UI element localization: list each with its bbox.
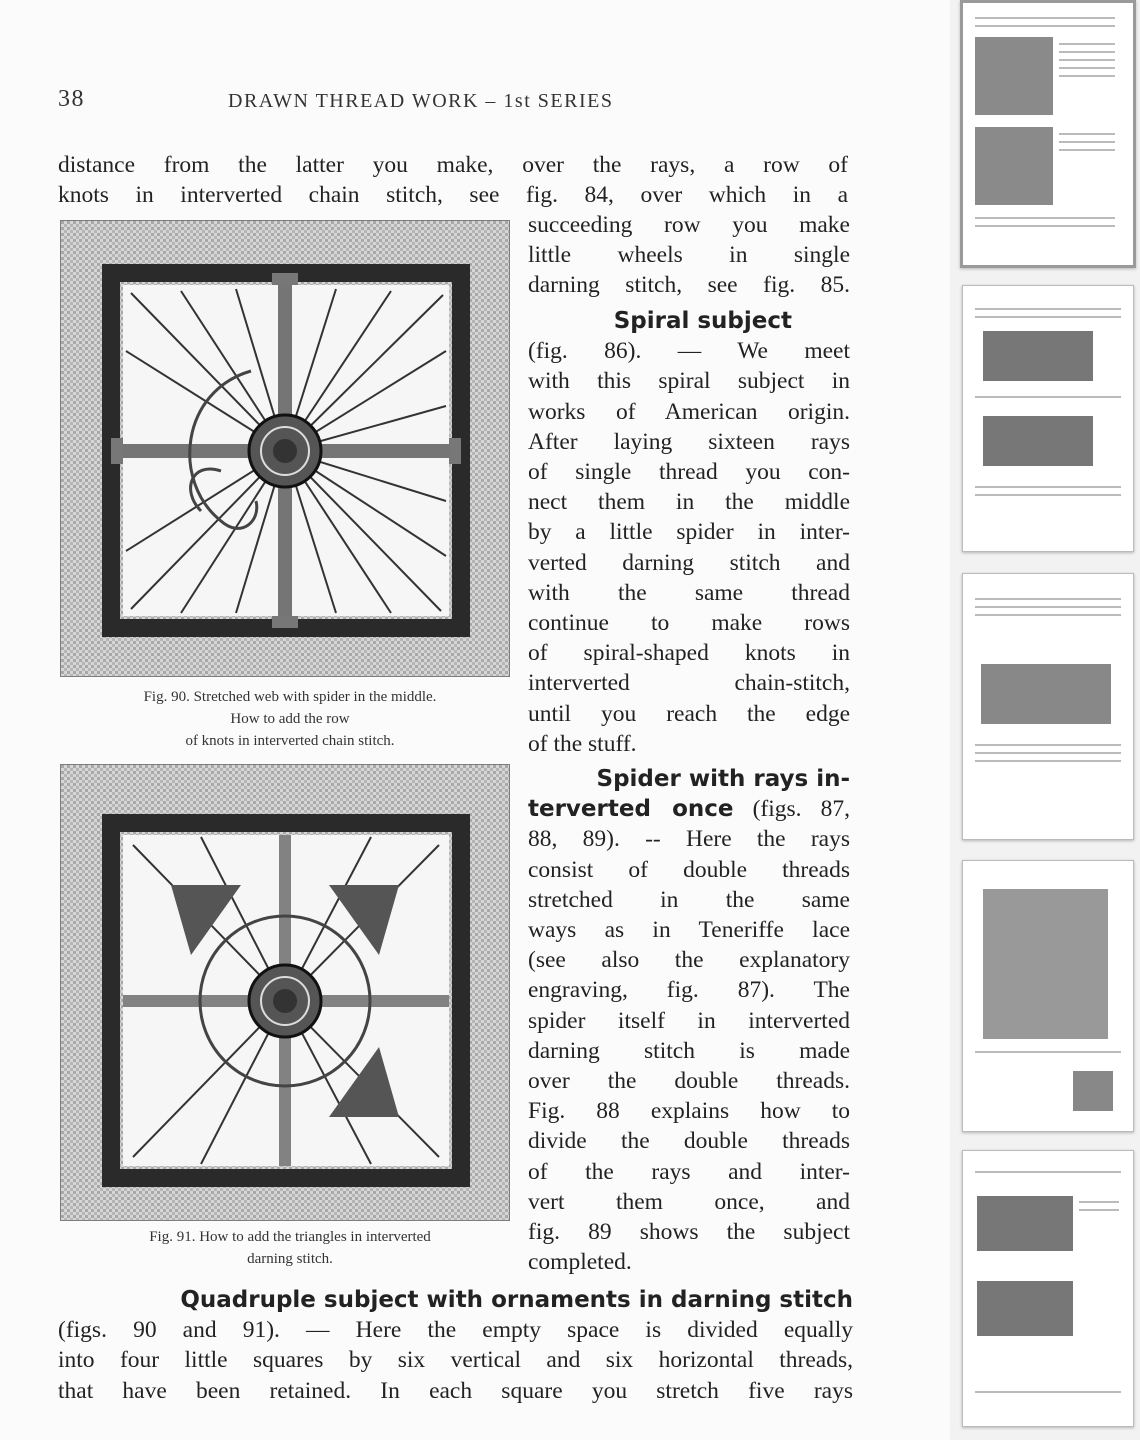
text-line: darning stitch, see fig. 85. (528, 272, 850, 299)
spider-heading-rest: (figs. 87, (733, 796, 850, 823)
text-line: (fig. 86). — We meet (528, 338, 850, 365)
text-line: works of American origin. (528, 398, 850, 425)
text-line: with the same thread (528, 579, 850, 606)
spider-heading-bold: terverted once (528, 796, 734, 823)
text-line: verted darning stitch and (528, 549, 850, 576)
text-line: (see also the explanatory (528, 947, 850, 974)
text-line: spider itself in interverted (528, 1007, 850, 1034)
text-line: that have been retained. In each square you stretch five rays (58, 1377, 853, 1404)
figure-90-image (60, 220, 510, 677)
text-line: ways as in Teneriffe lace (528, 917, 850, 944)
text-line: continue to make rows (528, 610, 850, 637)
text-line: little wheels in single (528, 242, 850, 269)
thumbnail-page-39[interactable] (962, 285, 1134, 552)
text-line: of the rays and inter- (528, 1158, 850, 1185)
text-line: knots in interverted chain stitch, see fig. 84, over which in a (58, 182, 848, 209)
text-line: until you reach the edge (528, 700, 850, 727)
spiral-heading: Spiral subject (613, 308, 792, 334)
text-line: distance from the latter you make, over the rays, a row of (58, 152, 848, 178)
caption-line: How to add the row (230, 711, 350, 727)
spider-heading: Spider with rays in- (596, 766, 850, 792)
text-line: of spiral-shaped knots in (528, 640, 850, 667)
fig91-drawing (61, 765, 509, 1220)
page-header (58, 86, 858, 122)
quadruple-section (58, 1285, 853, 1406)
text-line: stretched in the same (528, 886, 850, 913)
right-column-intro (528, 210, 850, 301)
thumbnail-page-42[interactable] (962, 1150, 1134, 1427)
text-line: interverted chain-stitch, (528, 670, 850, 697)
text-line: fig. 89 shows the subject (528, 1219, 850, 1246)
spider-heading-line2 (528, 794, 850, 824)
text-line: vert them once, and (528, 1188, 850, 1215)
text-line: engraving, fig. 87). The (528, 977, 850, 1004)
text-line: of the stuff. (528, 730, 637, 757)
page-thumbnail-strip[interactable] (950, 0, 1140, 1440)
text-line: divide the double threads (528, 1128, 850, 1155)
text-line: Fig. 88 explains how to (528, 1098, 850, 1125)
text-line: 88, 89). -- Here the rays (528, 826, 850, 853)
figure-91-caption (55, 1226, 525, 1270)
text-line: completed. (528, 1249, 632, 1276)
text-line: by a little spider in inter- (528, 519, 850, 546)
thumbnail-page-41[interactable] (962, 860, 1134, 1132)
spiral-section (528, 306, 850, 759)
running-title: DRAWN THREAD WORK – 1st SERIES (228, 90, 614, 112)
text-line: (figs. 90 and 91). — Here the empty space is divided equally (58, 1317, 853, 1344)
spider-section (528, 764, 850, 1277)
fig90-drawing (61, 221, 509, 676)
caption-line: Fig. 90. Stretched web with spider in the middle. (143, 689, 437, 705)
thumbnail-page-38[interactable] (960, 0, 1136, 268)
caption-line: darning stitch. (247, 1251, 333, 1267)
text-line: over the double threads. (528, 1068, 850, 1095)
text-line: of single thread you con- (528, 459, 850, 486)
caption-line: of knots in interverted chain stitch. (185, 733, 395, 749)
quadruple-heading: Quadruple subject with ornaments in darning stitch (180, 1287, 853, 1313)
text-line: nect them in the middle (528, 489, 850, 516)
text-line: consist of double threads (528, 856, 850, 883)
figure-90-caption (60, 686, 520, 752)
page-number: 38 (58, 86, 85, 112)
thumbnail-page-40[interactable] (962, 573, 1134, 840)
text-line: After laying sixteen rays (528, 428, 850, 455)
caption-line: Fig. 91. How to add the triangles in interverted (149, 1229, 431, 1245)
text-line: with this spiral subject in (528, 368, 850, 395)
text-line: into four little squares by six vertical and six horizontal threads, (58, 1347, 853, 1374)
intro-paragraph (58, 150, 848, 210)
text-line: succeeding row you make (528, 212, 850, 238)
text-line: darning stitch is made (528, 1037, 850, 1064)
figure-91-image (60, 764, 510, 1221)
